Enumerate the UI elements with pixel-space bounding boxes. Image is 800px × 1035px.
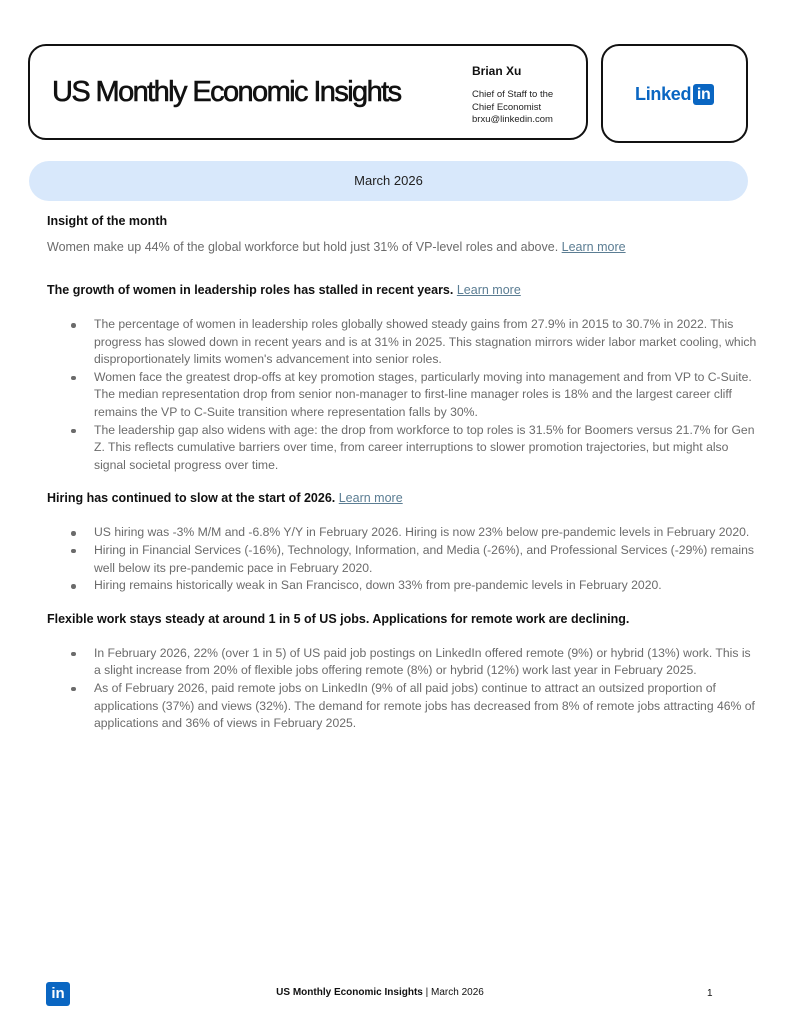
insight-body: Women make up 44% of the global workforce but hold just 31% of VP-level roles and above. (47, 240, 559, 254)
date-bar: March 2026 (29, 161, 748, 201)
footer-title: US Monthly Economic Insights (276, 987, 423, 998)
list-item: In February 2026, 22% (over 1 in 5) of US paid job postings on LinkedIn offered remote (9%) or hybrid (13%) work. This is a slight increase from 20% of flexible jobs offering remote (8%) or hybrid (12%) work last year in February 2025. (94, 645, 759, 680)
section-heading-text: The growth of women in leadership roles has stalled in recent years. (47, 283, 454, 297)
list-item: US hiring was -3% M/M and -6.8% Y/Y in February 2026. Hiring is now 23% below pre-pandemic levels in February 2020. (94, 524, 759, 542)
footer-linkedin-icon: in (46, 982, 70, 1006)
section-heading-flexible-work: Flexible work stays steady at around 1 in 5 of US jobs. Applications for remote work are declining. (47, 611, 630, 626)
list-item: The percentage of women in leadership roles globally showed steady gains from 27.9% in 2015 to 30.7% in 2022. This progress has slowed down in recent years and is at 31% in 2025. This stagnation mirrors wider labor market cooling, which disproportionately limits women's advancement into senior roles. (94, 316, 759, 369)
footer-separator: | (422, 987, 432, 998)
insight-heading: Insight of the month (47, 214, 168, 228)
author-name: Brian Xu (472, 64, 522, 78)
list-item: Women face the greatest drop-offs at key promotion stages, particularly moving into management and from VP to C-Suite. The median representation drop from senior non-manager to first-line manager roles is 18% and the largest career cliff remains the VP to C-Suite transition where representation falls by 30%. (94, 369, 759, 422)
list-item: Hiring in Financial Services (-16%), Technology, Information, and Media (-26%), and Professional Services (-29%) remains well below its pre-pandemic pace in February 2020. (94, 542, 759, 577)
footer-date: March 2026 (431, 987, 484, 998)
page-number: 1 (707, 988, 713, 999)
list-item: The leadership gap also widens with age: the drop from workforce to top roles is 31.5% for Boomers versus 21.7% for Gen Z. This reflects cumulative barriers over time, from career interruptions to slower promotion trajectories, but might also signal societal progress over time. (94, 422, 759, 475)
title-box (28, 44, 588, 140)
list-item: As of February 2026, paid remote jobs on LinkedIn (9% of all paid jobs) continue to attract an outsized proportion of applications (37%) and views (32%). The demand for remote jobs has decreased from 8% of remote jobs attracting 46% of applications and 36% of views in February 2025. (94, 680, 759, 733)
women-leadership-learn-more-link[interactable]: Learn more (456, 283, 521, 297)
insight-learn-more-link[interactable]: Learn more (561, 240, 626, 254)
logo-text: Linked (635, 84, 692, 104)
footer-text (0, 987, 760, 998)
women-leadership-bullets (47, 316, 759, 474)
logo-in-icon: in (693, 84, 714, 105)
linkedin-logo (635, 84, 714, 105)
author-email[interactable]: brxu@linkedin.com (472, 114, 553, 125)
section-heading-hiring (47, 491, 759, 505)
logo-box (601, 44, 748, 143)
flexible-work-bullets (47, 645, 759, 733)
page-title: US Monthly Economic Insights (52, 76, 401, 108)
author-role-line2: Chief Economist (472, 101, 542, 113)
main-content (47, 214, 759, 733)
hiring-bullets (47, 524, 759, 594)
author-block (472, 64, 582, 127)
author-role-line1: Chief of Staff to the (472, 89, 554, 100)
section-heading-women-leadership (47, 283, 759, 297)
insight-text (47, 240, 759, 254)
list-item: Hiring remains historically weak in San Francisco, down 33% from pre-pandemic levels in February 2020. (94, 577, 759, 595)
hiring-learn-more-link[interactable]: Learn more (338, 491, 403, 506)
section-heading-text: Hiring has continued to slow at the start of 2026. (47, 491, 336, 506)
